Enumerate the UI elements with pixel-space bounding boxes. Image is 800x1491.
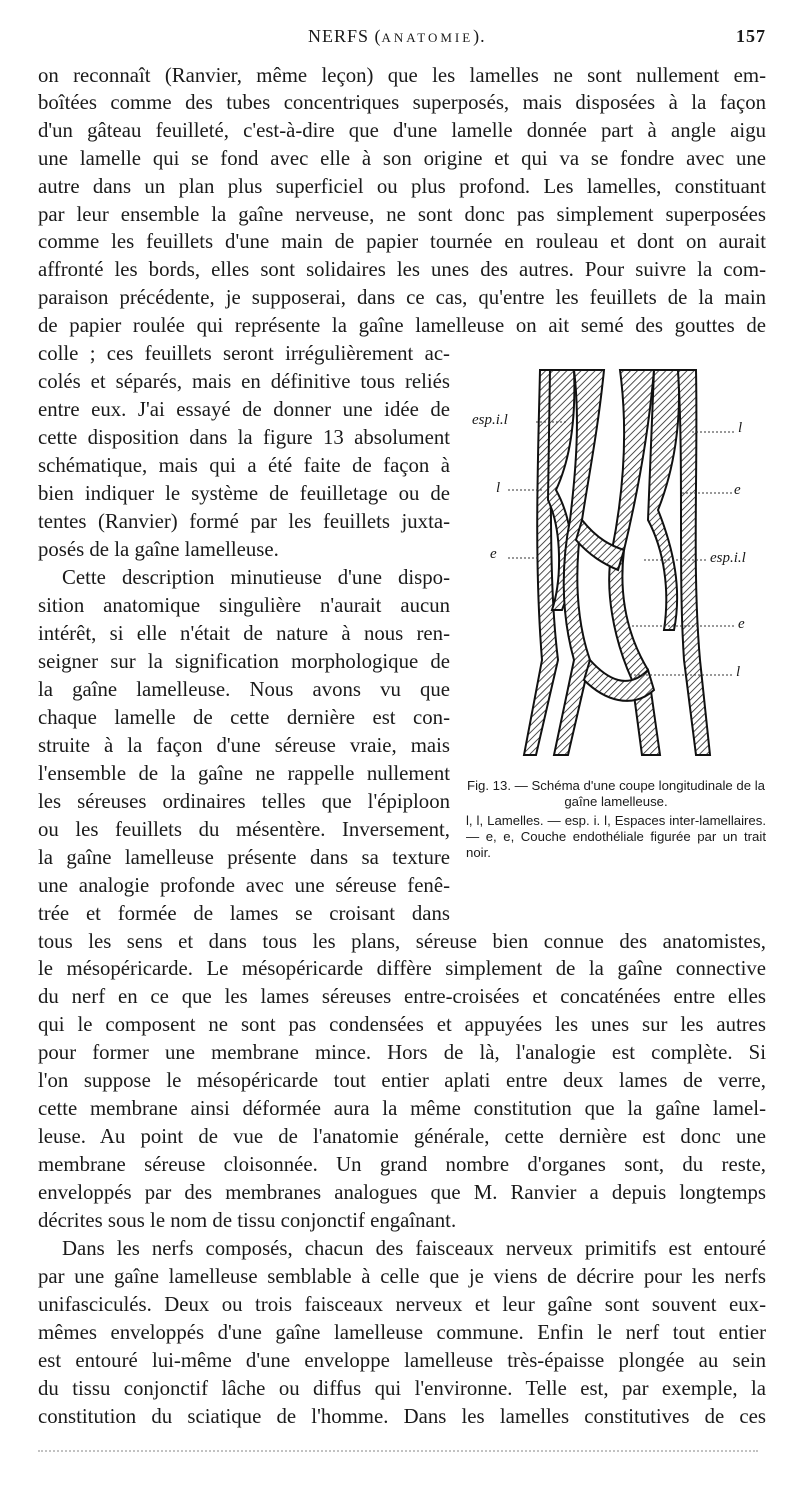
running-header bbox=[38, 26, 766, 52]
text-line: struite à la façon d'une séreuse vraie, mais bbox=[38, 734, 450, 757]
text-line: cette membrane ainsi déformée aura la même constitution que la gaîne lamel- bbox=[38, 1097, 766, 1120]
text-line: unifasciculés. Deux ou trois faisceaux nerveux et leur gaîne sont souvent eux- bbox=[38, 1293, 766, 1316]
text-line: enveloppés par des membranes analogues que M. Ranvier a depuis longtemps bbox=[38, 1181, 766, 1204]
text-line: une lamelle qui se fond avec elle à son origine et qui va se fondre avec une bbox=[38, 147, 766, 170]
text-line: bien indiquer le système de feuilletage ou de bbox=[38, 482, 450, 505]
text-line: paraison précédente, je supposerai, dans ce cas, qu'entre les feuillets de la main bbox=[38, 286, 766, 309]
text-line: est entouré lui-même d'une enveloppe lamelleuse très-épaisse plongée au sein bbox=[38, 1349, 766, 1372]
text-line: la gaîne lamelleuse. Nous avons vu que bbox=[38, 678, 450, 701]
text-line: chaque lamelle de cette dernière est con- bbox=[38, 706, 450, 729]
text-line: par leur ensemble la gaîne nerveuse, ne sont donc pas simplement superposées bbox=[38, 203, 766, 226]
label-l-right-2: l bbox=[736, 664, 741, 680]
lamellae-drawing bbox=[524, 370, 710, 755]
text-line: du tissu conjonctif lâche ou diffus qui l'environne. Telle est, par exemple, la bbox=[38, 1377, 766, 1400]
text-line: tentes (Ranvier) formé par les feuillets juxta- bbox=[38, 510, 450, 533]
text-line: colle ; ces feuillets seront irrégulièrement ac- bbox=[38, 342, 450, 365]
text-line: posés de la gaîne lamelleuse. bbox=[38, 538, 279, 561]
figure-13 bbox=[472, 360, 772, 780]
bottom-bleed-marks bbox=[38, 1444, 758, 1452]
text-line: pour former une membrane mince. Hors de là, l'analogie est complète. Si bbox=[38, 1041, 766, 1064]
lamella-right-branch bbox=[648, 370, 679, 630]
text-line: par une gaîne lamelleuse semblable à celle que je viens de décrire pour les nerfs bbox=[38, 1265, 766, 1288]
text-line: comme les feuillets d'une main de papier tournée en rouleau et dont on aurait bbox=[38, 230, 766, 253]
text-line: les séreuses ordinaires telles que l'épiploon bbox=[38, 790, 450, 813]
label-l-right-1: l bbox=[738, 420, 743, 436]
text-line: affronté les bords, elles sont solidaires les unes des autres. Pour suivre la com- bbox=[38, 258, 766, 281]
text-line: Cette description minutieuse d'une dispo- bbox=[62, 566, 450, 589]
label-l-left: l bbox=[496, 480, 501, 496]
text-line: boîtées comme des tubes concentriques superposés, mais disposées à la façon bbox=[38, 91, 766, 114]
text-line: une analogie profonde avec une séreuse fenê- bbox=[38, 874, 450, 897]
text-line: cette disposition dans la figure 13 absolument bbox=[38, 426, 450, 449]
text-line: entre eux. J'ai essayé de donner une idée de bbox=[38, 398, 450, 421]
label-esp-i-l-right: esp.i.l bbox=[710, 550, 746, 566]
page-number: 157 bbox=[736, 26, 766, 46]
text-line: colés et séparés, mais en définitive tous reliés bbox=[38, 370, 450, 393]
text-line: le mésopéricarde. Le mésopéricarde diffère simplement de la gaîne connective bbox=[38, 957, 766, 980]
text-line: trée et formée de lames se croisant dans bbox=[38, 902, 450, 925]
label-e-right-1: e bbox=[734, 482, 741, 498]
text-line: la gaîne lamelleuse présente dans sa texture bbox=[38, 846, 450, 869]
text-line: qui le composent ne sont pas condensées et appuyées les unes sur les autres bbox=[38, 1013, 766, 1036]
text-line: constitution du sciatique de l'homme. Dans les lamelles constitutives de ces bbox=[38, 1405, 766, 1428]
text-line: membrane séreuse cloisonnée. Un grand nombre d'organes sont, du reste, bbox=[38, 1153, 766, 1176]
label-esp-i-l-left: esp.i.l bbox=[472, 412, 508, 428]
text-line: sition anatomique singulière n'aurait aucun bbox=[38, 594, 450, 617]
label-e-right-2: e bbox=[738, 616, 745, 632]
text-line: d'un gâteau feuilleté, c'est-à-dire que d'une lamelle donnée part à angle aigu bbox=[38, 119, 766, 142]
lamella-right-outer bbox=[678, 370, 710, 755]
text-line: intérêt, si elle n'était de nature à nous ren- bbox=[38, 622, 450, 645]
text-line: mêmes enveloppés d'une gaîne lamelleuse commune. Enfin le nerf tout entier bbox=[38, 1321, 766, 1344]
caption-title: Fig. 13. — Schéma d'une coupe longitudinale de la gaîne lamelleuse. bbox=[467, 778, 765, 809]
text-line: de papier roulée qui représente la gaîne lamelleuse on ait semé des gouttes de bbox=[38, 314, 766, 337]
text-line: Dans les nerfs composés, chacun des faisceaux nerveux primitifs est entouré bbox=[62, 1237, 766, 1260]
text-line: l'ensemble de la gaîne ne rappelle nullement bbox=[38, 762, 450, 785]
text-line: on reconnaît (Ranvier, même leçon) que les lamelles ne sont nullement em- bbox=[38, 64, 766, 87]
label-e-left: e bbox=[490, 546, 497, 562]
text-line: ou les feuillets du mésentère. Inversement, bbox=[38, 818, 450, 841]
figure-caption bbox=[466, 778, 766, 861]
lamellar-sheath-diagram bbox=[478, 360, 772, 780]
text-line: schématique, mais qui a été faite de façon à bbox=[38, 454, 450, 477]
text-line: l'on suppose le mésopéricarde tout entier aplati entre deux lames de verre, bbox=[38, 1069, 766, 1092]
text-line: autre dans un plan plus superficiel ou plus profond. Les lamelles, constituant bbox=[38, 175, 766, 198]
text-line: du nerf en ce que les lames séreuses entre-croisées et concaténées entre elles bbox=[38, 985, 766, 1008]
running-title: NERFS (ANATOMIE). bbox=[308, 26, 486, 46]
caption-body: l, l, Lamelles. — esp. i. l, Espaces inter-lamellaires. — e, e, Couche endothéliale figurée par un trait noir. bbox=[466, 813, 766, 860]
text-line: tous les sens et dans tous les plans, séreuse bien connue des anatomistes, bbox=[38, 930, 766, 953]
text-line: décrites sous le nom de tissu conjonctif engaînant. bbox=[38, 1209, 457, 1232]
text-line: leuse. Au point de vue de l'anatomie générale, cette dernière est donc une bbox=[38, 1125, 766, 1148]
text-line: seigner sur la signification morphologique de bbox=[38, 650, 450, 673]
